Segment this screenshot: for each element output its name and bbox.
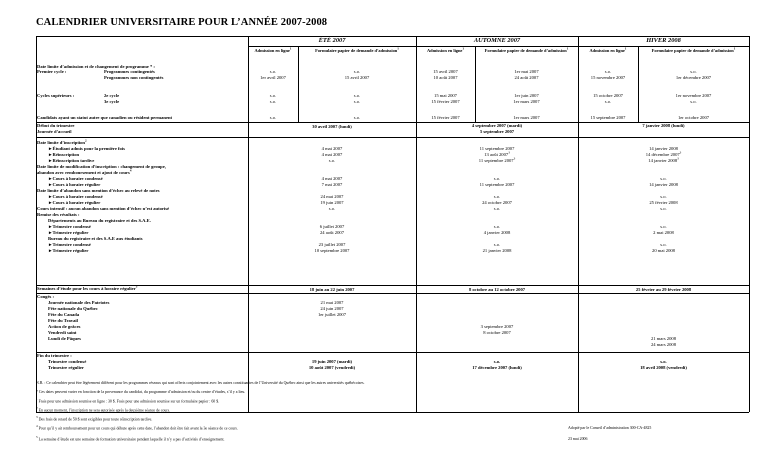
hiv-modif-regulier: 14 janvier 2008 [649,182,678,187]
hiv-noncont-online: 15 novembre 2007 [590,75,626,80]
label-aband-regulier: ►Cours à horaire régulier [48,200,101,205]
ete-semaines: 18 juin au 22 juin 2007 [309,287,355,292]
label-abandon-rembours: abandon avec remboursement et ajout de cours$^4$ [37,168,132,175]
label-lundi-paques: Lundi de Pâques [48,336,81,341]
colh-automne-online: Admission en ligne$^1$ [427,46,464,53]
hiv-fin-condense: s.o. [660,359,667,364]
ete-etu-condense: 23 juillet 2007 [318,242,346,247]
label-reinscription: ►Réinscription [48,152,80,157]
ete-contingentes-paper: s.o. [353,69,361,74]
aut-cand-online: 15 février 2007 [431,115,460,120]
hiv-etu-regulier: 20 mai 2008 [652,248,675,253]
note-5: $^5$ La semaine d’étude est une semaine de formation universitaire pendant laquelle il n’y a pas d’activités d’enseignement. [36,435,225,442]
hiv-aband-regulier: 25 février 2008 [649,200,678,205]
season-ete: ÉTÉ 2007 [318,37,346,44]
season-automne: AUTOMNE 2007 [473,37,521,44]
ete-noncont-online: 1er avril 2007 [260,75,286,80]
ete-aband-intensif: s.o. [328,206,336,211]
aut-noncont-paper: 24 août 2007 [514,75,539,80]
aut-action-graces: 8 octobre 2007 [483,330,511,335]
label-conges: Congés : [37,294,54,299]
label-journee-accueil: Journée d’accueil [37,129,72,134]
colh-hiver-paper: Formulaire papier de demande d’admission$^1$ [651,46,736,53]
page-title: CALENDRIER UNIVERSITAIRE POUR L’ANNÉE 2007-2008 [36,17,328,28]
aut-contingentes-paper: 1er mai 2007 [514,69,539,74]
row-sep-semaines [36,285,749,286]
hiv-c2-paper: 1er novembre 2007 [675,93,712,98]
hiv-debut: 7 janvier 2008 (lundi) [642,123,685,128]
hiv-contingentes-paper: s.o. [690,69,697,74]
label-3e-cycle: 3e cycle [104,99,120,104]
aut-semaines: 8 octobre au 12 octobre 2007 [468,287,526,292]
col-sep-ete [248,36,249,412]
ete-c3-paper: s.o. [353,99,361,104]
season-header-line [248,46,749,47]
label-trim-condense: Trimestre condensé [48,359,87,364]
label-2e-cycle: 2e cycle [104,93,120,98]
hiv-noncont-paper: 1er décembre 2007 [675,75,712,80]
adopted-date: 23 mai 2006 [568,437,588,441]
ete-dep-regulier: 24 août 2007 [320,230,344,235]
label-modif-condense: ►Cours à horaire condensé [48,176,103,181]
hiv-insc-tardive: 14 janvier 2008$^3$ [648,156,679,163]
aut-c2-online: 15 mai 2007 [434,93,457,98]
ete-cand-paper: s.o. [353,115,361,120]
ete-debut: 30 avril 2007 (lundi) [312,124,352,129]
subcol-sep-ete [298,46,299,122]
aut-accueil: 5 septembre 2007 [479,129,515,134]
aut-etu-regulier: 21 janvier 2008 [482,248,512,253]
ete-insc-tardive: s.o. [328,158,336,163]
aut-cand-paper: 1er mars 2007 [513,115,540,120]
aut-aband-regulier: 24 octobre 2007 [482,200,512,205]
label-etu-regulier: ►Trimestre régulier [48,248,89,253]
aut-modif-condense: s.o. [493,176,501,181]
aut-aband-intensif: s.o. [493,206,501,211]
aut-debut: 4 septembre 2007 (mardi) [471,123,523,128]
col-sep-hiver [578,36,579,412]
ete-aband-condense: 24 mai 2007 [320,194,344,199]
hiv-insc-admis: 14 janvier 2008 [649,146,678,151]
label-debut-trimestre: Début du trimestre [37,123,75,128]
label-patriotes: Journée nationale des Patriotes [48,300,110,305]
label-aband-condense: ►Cours à horaire condensé [48,194,103,199]
hiv-etu-condense: s.o. [660,242,667,247]
col-sep-automne [416,36,417,412]
aut-noncont-online: 10 août 2007 [433,75,458,80]
subcol-sep-hiver [638,46,639,122]
aut-c3-paper: 1er mars 2007 [513,99,540,104]
ete-c3-online: s.o. [269,99,277,104]
label-fete-travail: Fête du Travail [48,318,78,323]
hiv-modif-condense: s.o. [660,176,667,181]
label-modif-inscription: Date limite de modification d’inscription : changement de groupe, [37,164,166,169]
note-3: $^3$ Des frais de retard de 50 $ sont exigibles pour toute réinscription tardive. [36,415,153,422]
label-fete-quebec: Fête nationale du Québec [48,306,98,311]
label-admission-date: Date limite d’admission et de changement de programme * : [37,64,155,69]
ete-patriotes: 21 mai 2007 [320,300,344,305]
label-semaines-etude: Semaines d’étude pour les cours à horaire régulier$^5$ [37,284,138,291]
aut-insc-tardive: 11 septembre 2007$^3$ [478,156,516,163]
aut-fin-condense: s.o. [493,359,501,364]
note-nb: N.B. : Ce calendrier peut être légèrement différent pour les programmes réseaux qui sont offerts conjointement avec les autres constituantes de l’Université du Québec ainsi que les autres universités québécoises. [36,381,365,385]
aut-fete-travail: 3 septembre 2007 [480,324,514,329]
label-cours-intensif: Cours intensif : aucun abandon sans mention d’échec n’est autorisé [37,206,170,211]
ete-fin-condense: 19 juin 2007 (mardi) [311,359,353,364]
aut-modif-regulier: 11 septembre 2007 [479,182,515,187]
ete-insc-reinsc: 4 mai 2007 [321,152,343,157]
colh-hiver-online: Admission en ligne$^1$ [589,46,627,53]
aut-c2-paper: 1er juin 2007 [514,93,539,98]
label-inscription: Date limite d’inscription$^2$ [37,138,87,145]
colh-automne-paper: Formulaire papier de demande d’admission$^1$ [484,46,569,53]
label-dep-regulier: ►Trimestre régulier [48,230,89,235]
aut-contingentes-online: 15 avril 2007 [433,69,458,74]
label-abandon-sans: Date limite d’abandon sans mention d’échec au relevé de notes [37,188,160,193]
ete-fin-regulier: 10 août 2007 (vendredi) [308,365,356,370]
label-remise-resultats: Remise des résultats : [37,212,80,217]
aut-insc-reinsc: 13 août 2007$^3$ [484,150,510,157]
colh-ete-paper: Formulaire papier de demande d’admission$^1$ [315,46,399,53]
label-fin-trimestre: Fin du trimestre : [37,353,72,358]
aut-c3-online: 15 février 2007 [431,99,460,104]
hiv-insc-reinsc: 14 décembre 2007$^3$ [645,150,682,157]
note-4: $^4$ Pour qu’il y ait remboursement pour un cours qui débute après cette date, l’abandon doit être fait avant la 3e séance de ce cours. [36,424,238,431]
label-prog-non-contingentes: Programmes non contingentés [104,75,164,80]
hiv-aband-intensif: s.o. [660,206,667,211]
label-modif-regulier: ►Cours à horaire régulier [48,182,101,187]
aut-dep-regulier: 4 janvier 2008 [483,230,511,235]
label-depart-bureau: Départements au Bureau du registraire et des S.A.E. [48,218,151,223]
hiv-c3-online: s.o. [604,99,612,104]
ete-c2-online: s.o. [269,93,277,98]
row-sep-inscription [36,137,749,138]
ete-fete-canada: 1er juillet 2007 [317,312,347,317]
aut-dep-condense: s.o. [493,224,501,229]
aut-aband-condense: s.o. [493,194,501,199]
label-candidats: Candidats ayant un statut autre que canadien ou résident permanent [37,115,173,120]
row-sep-conges [36,293,749,294]
label-reinscription-tardive: ►Réinscription tardive [48,158,95,163]
season-hiver: HIVER 2008 [646,37,681,44]
adopted-by: Adopté par le Conseil d’administration 300-CA-4825 [568,426,652,430]
label-vendredi-saint: Vendredi saint [48,330,77,335]
hiv-fin-regulier: 18 avril 2008 (vendredi) [640,365,687,370]
note-2: $^2$ En aucun moment, l’inscription ne sera autorisée après la deuxième séance de cours. [36,406,171,413]
ete-noncont-paper: 15 avril 2007 [344,75,370,80]
ete-insc-admis: 4 mai 2007 [321,146,343,151]
hiv-contingentes-online: s.o. [604,69,612,74]
colh-ete-online: Admission en ligne$^1$ [254,46,292,53]
aut-etu-condense: s.o. [493,242,501,247]
subcol-sep-automne [475,46,476,122]
hiv-semaines: 25 février au 29 février 2008 [635,287,692,292]
hiv-aband-condense: s.o. [660,194,667,199]
hiv-c2-online: 15 octobre 2007 [593,93,623,98]
ete-modif-regulier: 7 mai 2007 [321,182,343,187]
label-etudiant-admis: ►Étudiant admis pour la première fois [48,146,125,151]
label-dep-condense: ►Trimestre condensé [48,224,91,229]
label-premier-cycle: Premier cycle : [37,69,67,74]
label-trim-regulier: Trimestre régulier [48,365,84,370]
label-fete-canada: Fête du Canada [48,312,80,317]
aut-insc-admis: 11 septembre 2007 [479,146,515,151]
ete-dep-condense: 6 juillet 2007 [319,224,345,229]
ete-fete-quebec: 24 juin 2007 [320,306,344,311]
hiv-lundi-paques: 24 mars 2008 [650,342,676,347]
label-etu-condense: ►Trimestre condensé [48,242,91,247]
hiv-c3-paper: s.o. [690,99,697,104]
hiv-vendredi-saint: 21 mars 2008 [650,336,676,341]
ete-contingentes-online: s.o. [269,69,277,74]
row-sep-fin [36,352,749,353]
hiv-dep-regulier: 2 mai 2008 [653,230,674,235]
aut-fin-regulier: 17 décembre 2007 (lundi) [472,365,522,370]
ete-etu-regulier: 10 septembre 2007 [314,248,350,253]
ete-aband-regulier: 19 juin 2007 [320,200,344,205]
hiv-cand-online: 15 septembre 2007 [590,115,626,120]
label-cycles-sup: Cycles supérieurs : [37,93,75,98]
table-right-border [749,36,750,412]
ete-c2-paper: s.o. [353,93,361,98]
label-action-graces: Action de grâces [48,324,81,329]
note-1: $^1$ Frais pour une admission soumise en ligne : 30 $. Frais pour une admission soumise sur un formulaire papier : 60 $. [36,397,220,404]
ete-modif-condense: 4 mai 2007 [321,176,343,181]
note-star: * Ces dates peuvent varier en fonction de la provenance du candidat, du programme d’admission et/ou du centre d’études, s’il y a lieu. [36,390,246,394]
hiv-dep-condense: s.o. [660,224,667,229]
label-bureau-etudiants: Bureau du registraire et des S.A.E aux étudiants [48,236,143,241]
label-prog-contingentes: Programmes contingentés [104,69,155,74]
hiv-cand-paper: 1er octobre 2007 [677,115,710,120]
ete-cand-online: s.o. [269,115,277,120]
